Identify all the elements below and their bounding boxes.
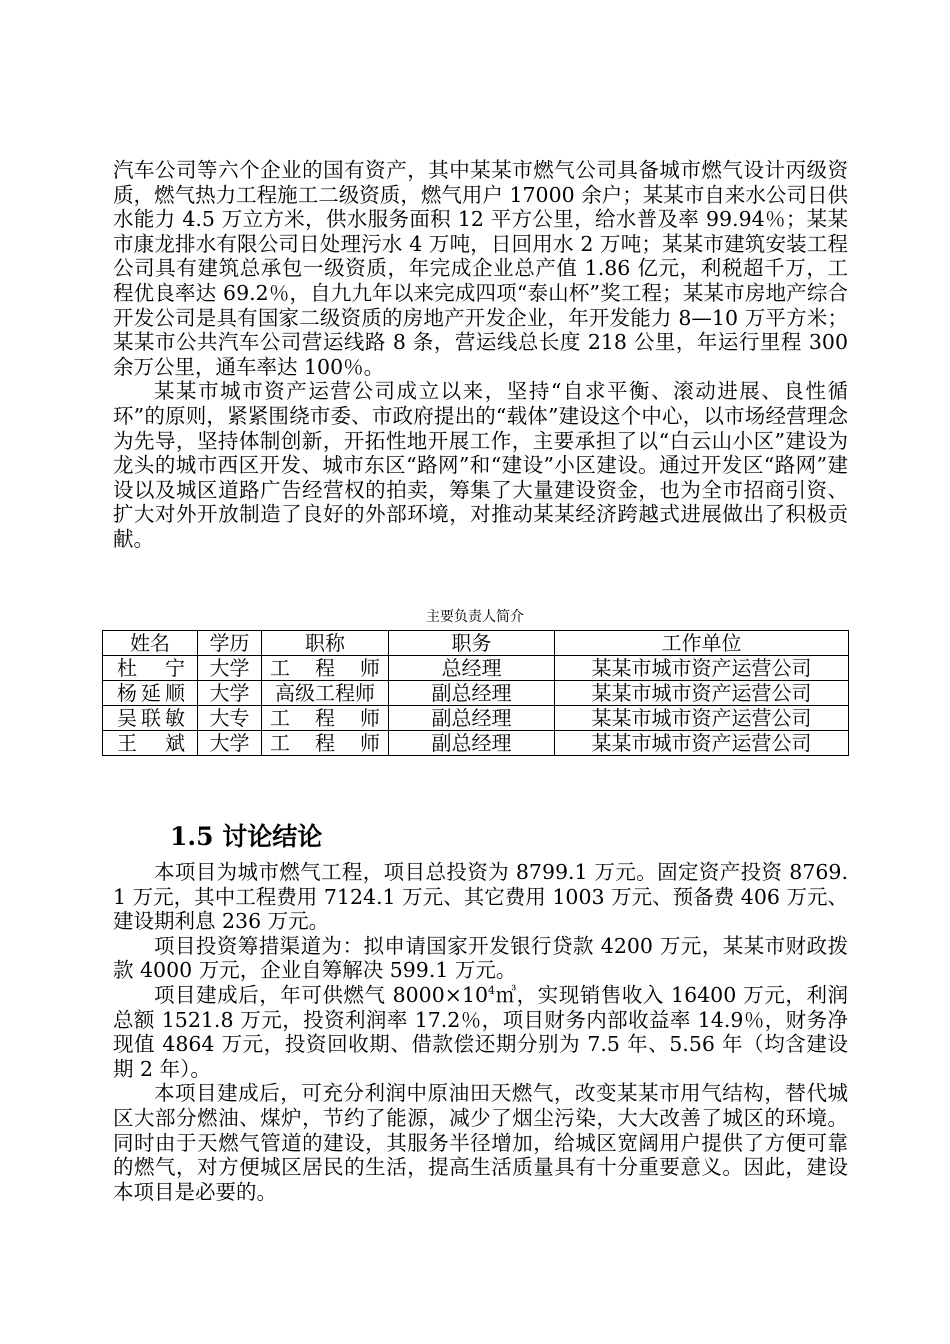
cell-title: 工程师 bbox=[262, 706, 389, 731]
body-paragraph: 汽车公司等六个企业的国有资产，其中某某市燃气公司具备城市燃气设计丙级资质，燃气热力工程施工二级资质，燃气用户 17000 余户；某某市自来水公司日供水能力 4.5 万立方米，供水服务面积 12 平方公里，给水普及率 99.94％；某某市康龙排水有限公司日处理污水 4 万吨，日回用水 2 万吨；某某市建筑安装工程公司具有建筑总承包一级资质，年完成企业总产值 1.86 亿元，利税超千万，工程优良率达 69.2％，自九九年以来完成四项“泰山杯”奖工程；某某市房地产综合开发公司是具有国家二级资质的房地产开发企业，年开发能力 8—10 万平方米；某某市公共汽车公司营运线路 8 条，营运线总长度 218 公里，年运行里程 300 余万公里，通车率达 100％。 bbox=[113, 158, 848, 379]
section-heading: 1.5 讨论结论 bbox=[170, 822, 323, 851]
column-header-employer: 工作单位 bbox=[555, 631, 849, 656]
cell-employer: 某某市城市资产运营公司 bbox=[555, 681, 849, 706]
column-header-position: 职务 bbox=[389, 631, 555, 656]
cell-name: 杨延顺 bbox=[103, 681, 198, 706]
table-caption: 主要负责人简介 bbox=[426, 609, 524, 625]
column-header-name: 姓名 bbox=[103, 631, 198, 656]
company-overview bbox=[113, 158, 848, 552]
cell-title: 高级工程师 bbox=[262, 681, 389, 706]
cell-name: 王斌 bbox=[103, 731, 198, 756]
exponent: 4 bbox=[488, 984, 496, 998]
cell-title: 工程师 bbox=[262, 656, 389, 681]
financial-summary-text: ㎥，实现销售收入 16400 万元，利润总额 1521.8 万元，投资利润率 17.2％，项目财务内部收益率 14.9％，财务净现值 4864 万元，投资回收期、借款偿还期分别为 7.5 年、5.56 年（均含建设期 2 年）。 bbox=[113, 982, 848, 1081]
body-paragraph: 某某市城市资产运营公司成立以来，坚持“自求平衡、滚动进展、良性循环”的原则，紧紧围绕市委、市政府提出的“载体”建设这个中心，以市场经营理念为先导，坚持体制创新，开拓性地开展工作，主要承担了以“白云山小区”建设为龙头的城市西区开发、城市东区“路网”和“建设”小区建设。通过开发区“路网”建设以及城区道路广告经营权的拍卖，筹集了大量建设资金，也为全市招商引资、扩大对外开放制造了良好的外部环境，对推动某某经济跨越式进展做出了积极贡献。 bbox=[113, 379, 848, 551]
table-row bbox=[103, 731, 849, 756]
table-row bbox=[103, 656, 849, 681]
cell-education: 大学 bbox=[198, 731, 262, 756]
cell-name: 吴联敏 bbox=[103, 706, 198, 731]
cell-name: 杜宁 bbox=[103, 656, 198, 681]
cell-employer: 某某市城市资产运营公司 bbox=[555, 731, 849, 756]
conclusion-section bbox=[113, 860, 848, 1204]
cell-employer: 某某市城市资产运营公司 bbox=[555, 706, 849, 731]
cell-position: 副总经理 bbox=[389, 706, 555, 731]
table-header-row bbox=[103, 631, 849, 656]
cell-education: 大学 bbox=[198, 656, 262, 681]
cell-employer: 某某市城市资产运营公司 bbox=[555, 656, 849, 681]
conclusion-paragraph: 本项目为城市燃气工程，项目总投资为 8799.1 万元。固定资产投资 8769.1 万元，其中工程费用 7124.1 万元、其它费用 1003 万元、预备费 406 万元、建设期利息 236 万元。 bbox=[113, 860, 848, 934]
gas-supply-text: 项目建成后，年可供燃气 8000×10 bbox=[154, 982, 489, 1007]
cell-education: 大专 bbox=[198, 706, 262, 731]
column-header-title: 职称 bbox=[262, 631, 389, 656]
cell-education: 大学 bbox=[198, 681, 262, 706]
personnel-table bbox=[102, 630, 849, 756]
conclusion-paragraph bbox=[113, 983, 848, 1081]
conclusion-paragraph: 本项目建成后，可充分利润中原油田天燃气，改变某某市用气结构，替代城区大部分燃油、煤炉，节约了能源，减少了烟尘污染，大大改善了城区的环境。同时由于天燃气管道的建设，其服务半径增加，给城区宽阔用户提供了方便可靠的燃气，对方便城区居民的生活，提高生活质量具有十分重要意义。因此，建设本项目是必要的。 bbox=[113, 1081, 848, 1204]
conclusion-paragraph: 项目投资筹措渠道为：拟申请国家开发银行贷款 4200 万元，某某市财政拨款 4000 万元，企业自筹解决 599.1 万元。 bbox=[113, 933, 848, 983]
cell-position: 副总经理 bbox=[389, 731, 555, 756]
cell-position: 副总经理 bbox=[389, 681, 555, 706]
table-row bbox=[103, 706, 849, 731]
column-header-education: 学历 bbox=[198, 631, 262, 656]
cell-position: 总经理 bbox=[389, 656, 555, 681]
cell-title: 工程师 bbox=[262, 731, 389, 756]
table-row bbox=[103, 681, 849, 706]
